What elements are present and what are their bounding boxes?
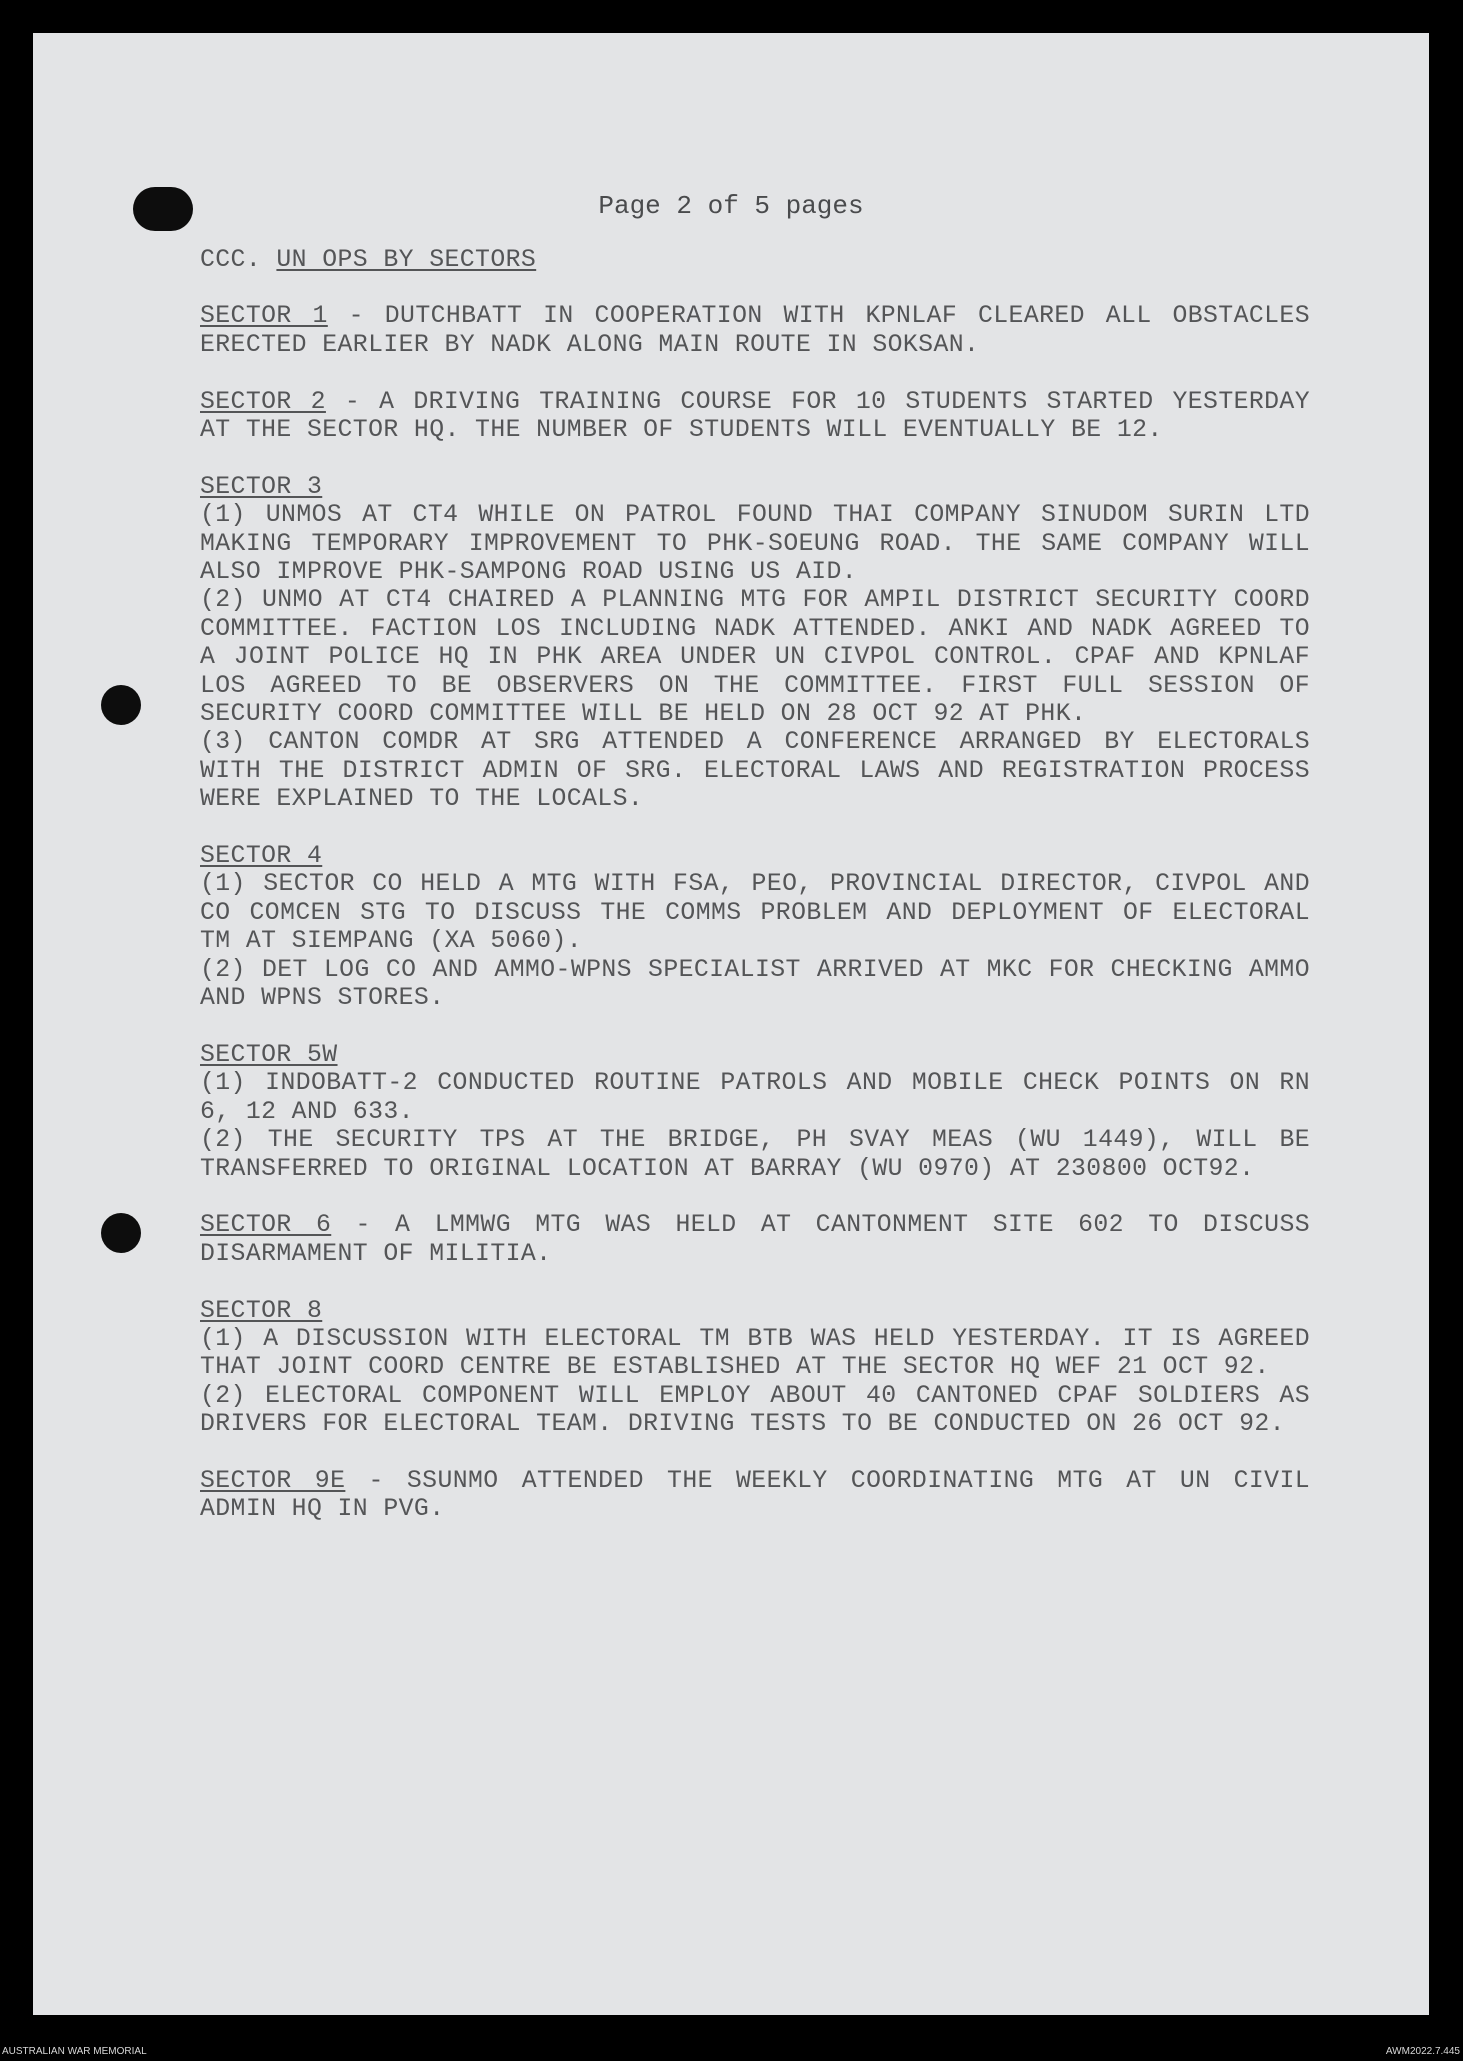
sector-8 [200, 1297, 1310, 1439]
sector-item: (1) UNMOS AT CT4 WHILE ON PATROL FOUND THAI COMPANY SINUDOM SURIN LTD MAKING TEMPORARY IMPROVEMENT TO PHK-SOEUNG ROAD. THE SAME COMPANY WILL ALSO IMPROVE PHK-SAMPONG ROAD USING US AID. [200, 501, 1310, 587]
punch-hole-middle [101, 685, 141, 725]
heading-prefix: CCC. [200, 246, 262, 274]
sector-item: (2) ELECTORAL COMPONENT WILL EMPLOY ABOUT 40 CANTONED CPAF SOLDIERS AS DRIVERS FOR ELECTORAL TEAM. DRIVING TESTS TO BE CONDUCTED ON 26 OCT 92. [200, 1381, 1310, 1439]
sector-item: (3) CANTON COMDR AT SRG ATTENDED A CONFERENCE ARRANGED BY ELECTORALS WITH THE DISTRICT ADMIN OF SRG. ELECTORAL LAWS AND REGISTRATION PROCESS WERE EXPLAINED TO THE LOCALS. [200, 728, 1310, 814]
sector-item: (2) UNMO AT CT4 CHAIRED A PLANNING MTG FOR AMPIL DISTRICT SECURITY COORD COMMITTEE. FACTION LOS INCLUDING NADK ATTENDED. ANKI AND NADK AGREED TO A JOINT POLICE HQ IN PHK AREA UNDER UN CIVPOL CONTROL. CPAF AND KPNLAF LOS AGREED TO BE OBSERVERS ON THE COMMITTEE. FIRST FULL SESSION OF SECURITY COORD COMMITTEE WILL BE HELD ON 28 OCT 92 AT PHK. [200, 586, 1310, 729]
sector-label: SECTOR 8 [200, 1296, 323, 1325]
sector-label: SECTOR 2 [200, 387, 326, 416]
sector-text: - A LMMWG MTG WAS HELD AT CANTONMENT SITE 602 TO DISCUSS DISARMAMENT OF MILITIA. [200, 1211, 1310, 1268]
sector-label: SECTOR 1 [200, 302, 328, 331]
sector-item: (2) THE SECURITY TPS AT THE BRIDGE, PH SVAY MEAS (WU 1449), WILL BE TRANSFERRED TO ORIGINAL LOCATION AT BARRAY (WU 0970) AT 230800 OCT92. [200, 1126, 1310, 1183]
sector-1 [200, 302, 1310, 359]
sector-label: SECTOR 5W [200, 1040, 338, 1069]
punch-hole-bottom [101, 1213, 141, 1253]
sector-label: SECTOR 4 [200, 842, 323, 871]
sector-6 [200, 1211, 1310, 1268]
sector-label: SECTOR 9E [200, 1466, 346, 1495]
sector-item: (1) INDOBATT-2 CONDUCTED ROUTINE PATROLS AND MOBILE CHECK POINTS ON RN 6, 12 AND 633. [200, 1069, 1310, 1126]
archive-reference: AWM2022.7.445 [1385, 2046, 1460, 2057]
archive-credit: AUSTRALIAN WAR MEMORIAL [2, 2046, 147, 2057]
sector-label: SECTOR 3 [200, 472, 323, 501]
sector-text: - SSUNMO ATTENDED THE WEEKLY COORDINATING MTG AT UN CIVIL ADMIN HQ IN PVG. [200, 1466, 1311, 1524]
document-body [200, 246, 1310, 1552]
sector-item: (2) DET LOG CO AND AMMO-WPNS SPECIALIST ARRIVED AT MKC FOR CHECKING AMMO AND WPNS STORES. [200, 955, 1310, 1013]
sector-4 [200, 842, 1310, 1012]
section-heading [200, 246, 1310, 274]
sector-2 [200, 388, 1310, 445]
sector-label: SECTOR 6 [200, 1211, 332, 1240]
heading-title: UN OPS BY SECTORS [276, 246, 537, 274]
sector-item: (1) SECTOR CO HELD A MTG WITH FSA, PEO, PROVINCIAL DIRECTOR, CIVPOL AND CO COMCEN STG TO DISCUSS THE COMMS PROBLEM AND DEPLOYMENT OF ELECTORAL TM AT SIEMPANG (XA 5060). [200, 870, 1310, 956]
sector-3 [200, 473, 1310, 814]
document-page [33, 33, 1429, 2015]
sector-text: - DUTCHBATT IN COOPERATION WITH KPNLAF CLEARED ALL OBSTACLES ERECTED EARLIER BY NADK ALONG MAIN ROUTE IN SOKSAN. [200, 302, 1310, 359]
sector-9e [200, 1467, 1310, 1524]
page-number: Page 2 of 5 pages [598, 191, 864, 221]
sector-item: (1) A DISCUSSION WITH ELECTORAL TM BTB WAS HELD YESTERDAY. IT IS AGREED THAT JOINT COORD CENTRE BE ESTABLISHED AT THE SECTOR HQ WEF 21 OCT 92. [200, 1324, 1310, 1382]
sector-text: - A DRIVING TRAINING COURSE FOR 10 STUDENTS STARTED YESTERDAY AT THE SECTOR HQ. THE NUMBER OF STUDENTS WILL EVENTUALLY BE 12. [200, 387, 1310, 445]
sector-5w [200, 1041, 1310, 1183]
